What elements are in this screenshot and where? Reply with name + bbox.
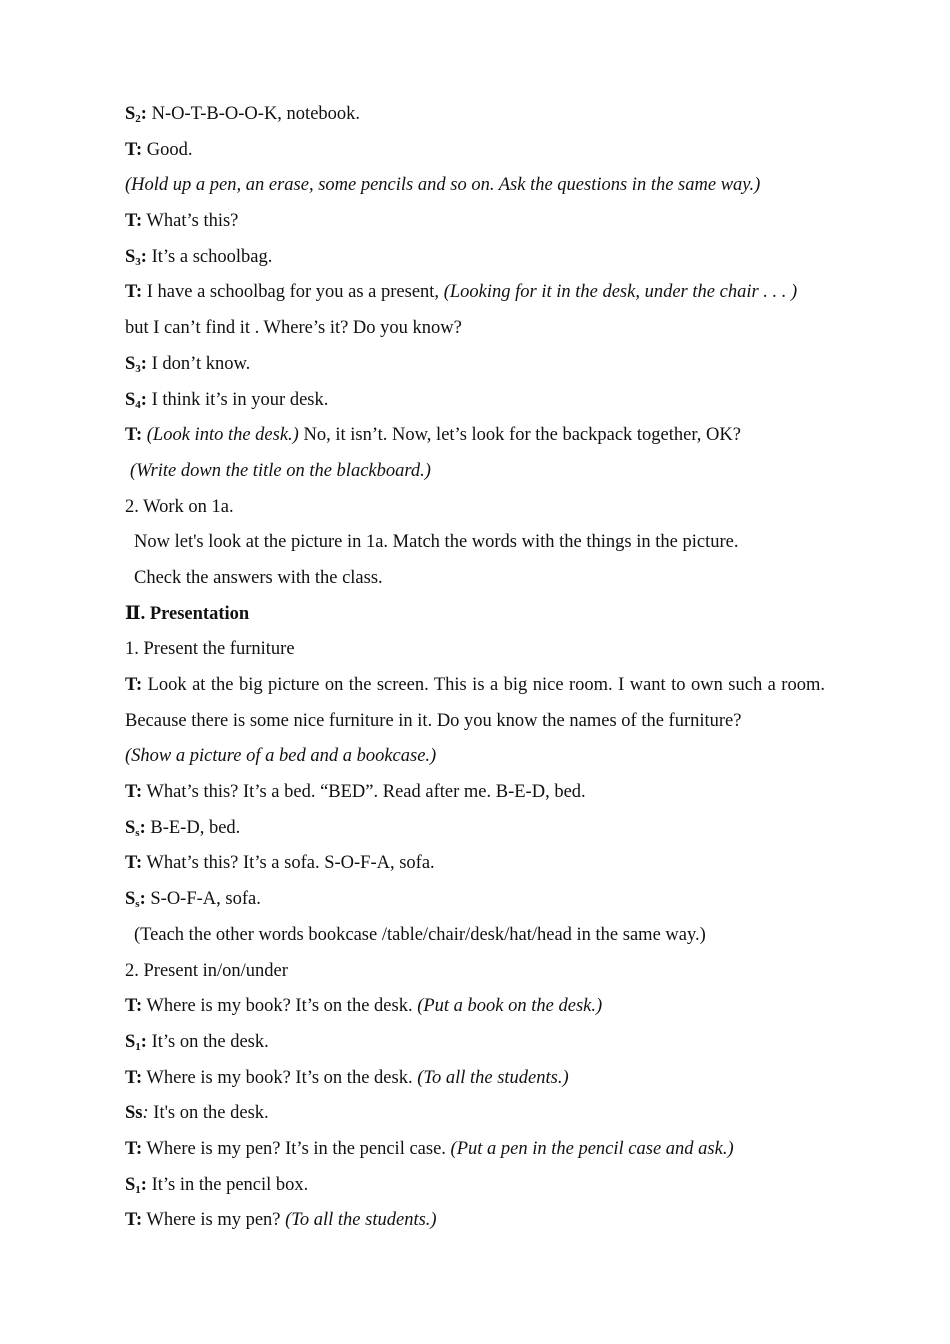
speaker-subscript: 3 xyxy=(135,255,141,268)
line-text: What’s this? It’s a bed. “BED”. Read after me. B-E-D, bed. xyxy=(142,782,586,803)
line-text: Good. xyxy=(142,139,193,160)
line-text: B-E-D, bed. xyxy=(145,817,241,838)
instruction-line: (Teach the other words bookcase /table/chair/desk/hat/head in the same way.) xyxy=(134,924,706,945)
line-text: N-O-T-B-O-O-K, notebook. xyxy=(146,104,361,124)
dialogue-line xyxy=(125,1203,825,1239)
dialogue-line xyxy=(125,1025,825,1061)
speaker-colon: : xyxy=(140,1031,147,1052)
speaker-colon: : xyxy=(140,246,147,267)
speaker-colon: : xyxy=(135,1067,143,1088)
speaker-colon: : xyxy=(135,996,143,1017)
speaker: T xyxy=(125,1138,136,1159)
speaker: T xyxy=(125,211,136,232)
line-text: It’s on the desk. xyxy=(146,1031,269,1052)
dialogue-line xyxy=(125,1096,825,1132)
stage-direction: (To all the students.) xyxy=(417,1067,569,1088)
speaker: T xyxy=(125,996,136,1017)
speaker: S xyxy=(125,889,136,910)
speaker: T xyxy=(125,782,136,803)
speaker-subscript: 2 xyxy=(135,113,141,125)
speaker: S xyxy=(125,353,136,374)
speaker-colon: : xyxy=(139,889,146,910)
dialogue-line xyxy=(125,240,825,276)
speaker-colon: : xyxy=(140,1174,147,1195)
stage-direction: (Put a pen in the pencil case and ask.) xyxy=(450,1138,734,1159)
text-line: but I can’t find it . Where’s it? Do you know? xyxy=(125,318,462,339)
speaker: S xyxy=(125,104,136,124)
speaker-colon: : xyxy=(135,139,143,160)
line-text: It’s a schoolbag. xyxy=(146,246,273,267)
line-text: Look at the big picture on the screen. This is a big nice room. I want to own such a room. Because there is some nice furniture in it. Do you know the names of the furniture? xyxy=(125,675,825,731)
line-text: Where is my book? It’s on the desk. xyxy=(142,1067,418,1088)
stage-direction: (Looking for it in the desk, under the chair . . . ) xyxy=(443,282,798,303)
line-text: Where is my pen? xyxy=(142,1210,286,1231)
dialogue-line xyxy=(125,882,825,918)
line-text: What’s this? xyxy=(142,211,239,232)
section-subheading: 2. Present in/on/under xyxy=(125,960,288,981)
line-text: I have a schoolbag for you as a present, xyxy=(142,282,444,303)
speaker-colon: : xyxy=(140,104,147,124)
line-text: I think it’s in your desk. xyxy=(146,389,329,410)
speaker-colon: : xyxy=(140,353,147,374)
speaker: S xyxy=(125,1174,136,1195)
speaker: S xyxy=(125,1031,136,1052)
speaker-colon: : xyxy=(135,782,143,803)
stage-direction: (To all the students.) xyxy=(285,1210,437,1231)
line-text: It's on the desk. xyxy=(148,1103,269,1124)
speaker: S xyxy=(125,389,136,410)
stage-direction: (Put a book on the desk.) xyxy=(417,996,603,1017)
section-heading: Ⅱ. Presentation xyxy=(125,603,250,624)
speaker-subscript: 1 xyxy=(135,1183,141,1196)
dialogue-paragraph xyxy=(125,668,825,739)
speaker-colon: : xyxy=(140,389,147,410)
speaker: T xyxy=(125,1210,136,1231)
speaker-colon: : xyxy=(142,1103,149,1124)
line-text: Where is my book? It’s on the desk. xyxy=(142,996,418,1017)
speaker: S xyxy=(125,817,136,838)
line-text: S-O-F-A, sofa. xyxy=(145,889,261,910)
stage-direction: (Show a picture of a bed and a bookcase.) xyxy=(125,746,437,767)
speaker-colon: : xyxy=(139,817,146,838)
dialogue-line xyxy=(125,1168,825,1204)
dialogue-line xyxy=(125,846,825,882)
dialogue-line xyxy=(125,811,825,847)
speaker: T xyxy=(125,139,136,160)
instruction-line: Check the answers with the class. xyxy=(134,567,383,588)
dialogue-line xyxy=(125,418,825,454)
speaker-subscript: 4 xyxy=(135,398,141,411)
dialogue-line xyxy=(125,275,825,311)
dialogue-line xyxy=(125,989,825,1025)
speaker-subscript: 3 xyxy=(135,362,141,375)
line-text: No, it isn’t. Now, let’s look for the backpack together, OK? xyxy=(298,425,741,446)
stage-direction: (Look into the desk.) xyxy=(146,425,299,446)
speaker-colon: : xyxy=(135,675,143,695)
instruction-line: Now let's look at the picture in 1a. Match the words with the things in the picture. xyxy=(134,532,739,553)
line-text: What’s this? It’s a sofa. S-O-F-A, sofa. xyxy=(142,853,435,874)
speaker-colon: : xyxy=(135,1210,143,1231)
document-page xyxy=(125,97,825,1239)
speaker-colon: : xyxy=(135,211,143,232)
dialogue-line xyxy=(125,775,825,811)
speaker-colon: : xyxy=(135,282,143,303)
line-text: It’s in the pencil box. xyxy=(146,1174,309,1195)
section-subheading: 1. Present the furniture xyxy=(125,639,295,660)
speaker-colon: : xyxy=(135,1138,143,1159)
speaker-colon: : xyxy=(135,425,143,446)
dialogue-line xyxy=(125,133,825,169)
speaker: S xyxy=(125,246,136,267)
speaker-colon: : xyxy=(135,853,143,874)
speaker: T xyxy=(125,425,136,446)
speaker: T xyxy=(125,282,136,303)
line-text: I don’t know. xyxy=(146,353,251,374)
dialogue-line xyxy=(125,204,825,240)
dialogue-line xyxy=(125,1061,825,1097)
speaker-subscript: 1 xyxy=(135,1040,141,1053)
speaker: T xyxy=(125,853,136,874)
dialogue-line xyxy=(125,347,825,383)
dialogue-line xyxy=(125,97,825,133)
line-text: Where is my pen? It’s in the pencil case. xyxy=(142,1138,451,1159)
speaker: T xyxy=(125,1067,136,1088)
stage-direction: (Hold up a pen, an erase, some pencils and so on. Ask the questions in the same way.) xyxy=(125,175,761,196)
speaker-subscript: s xyxy=(135,826,140,839)
stage-direction: (Write down the title on the blackboard.) xyxy=(130,460,431,481)
section-subheading: 2. Work on 1a. xyxy=(125,496,234,517)
speaker-subscript: s xyxy=(135,898,140,911)
dialogue-line xyxy=(125,1132,825,1168)
dialogue-line xyxy=(125,383,825,419)
speaker: Ss xyxy=(125,1103,143,1124)
speaker: T xyxy=(125,675,136,695)
